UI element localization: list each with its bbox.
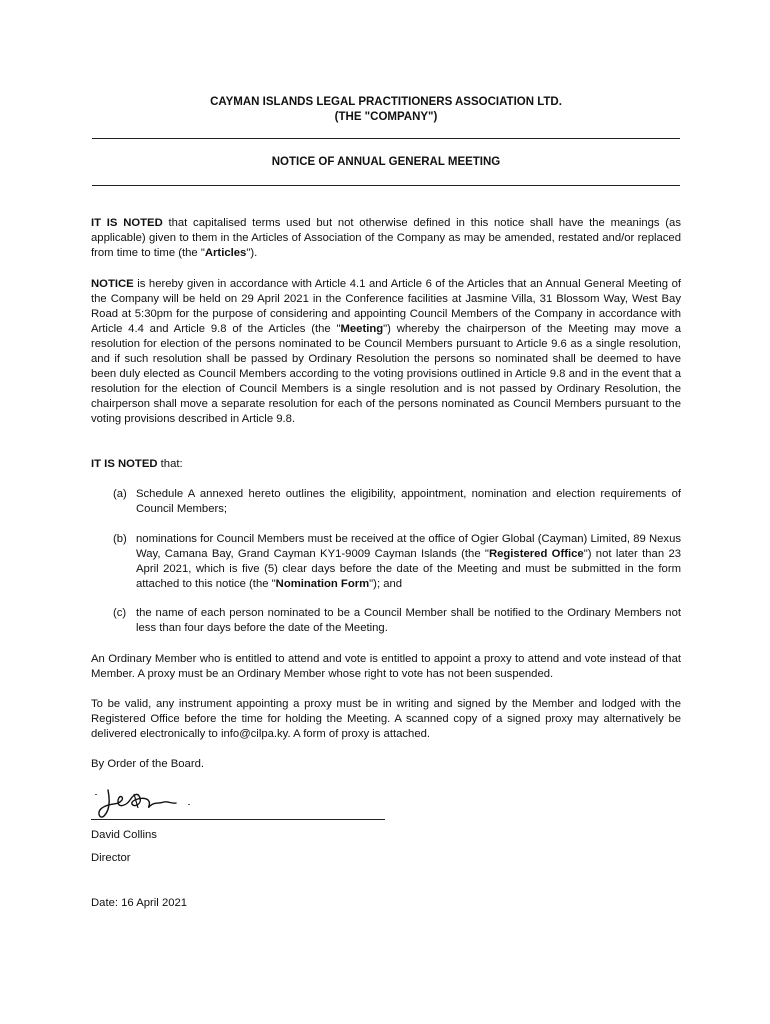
- header-divider-top: [92, 138, 680, 139]
- list-item: (c) the name of each person nominated to be a Council Member shall be notified to the Ordinary Members not less than four days before the date of the Meeting.: [113, 607, 681, 634]
- signatory-name: David Collins: [91, 829, 157, 841]
- paragraph-it-is-noted: IT IS NOTED that:: [91, 458, 183, 470]
- paragraph-notice: NOTICE is hereby given in accordance with Article 4.1 and Article 6 of the Articles that an Annual General Meeting of the Company will be held on 29 April 2021 in the Conference facilities at Jasmine Villa, 31 Blossom Way, West Bay Road at 5:30pm for the purpose of considering and appointing Council Members of the Company in accordance with Article 4.4 and Article 9.8 of the Articles (the "Meeting") whereby the chairperson of the Meeting may move a resolution for election of the persons nominated to be Council Members pursuant to Article 9.6 as a single resolution, and if such resolution shall be passed by Ordinary Resolution the persons so nominated shall be deemed to have been duly elected as Council Members according to the voting provisions outlined in Article 9.8 and in the event that a resolution for the election of Council Members is a single resolution and is not passed by Ordinary Resolution, the chairperson shall move a separate resolution for each of the persons nominated as Council Members pursuant to the voting provisions described in Article 9.8.: [91, 278, 681, 425]
- paragraph-proxy-entitlement: An Ordinary Member who is entitled to attend and vote is entitled to appoint a proxy to attend and vote instead of that Member. A proxy must be an Ordinary Member whose right to vote has not been suspended.: [91, 653, 681, 680]
- signature-line: [91, 819, 385, 820]
- paragraph-definitions: IT IS NOTED that capitalised terms used but not otherwise defined in this notice shall have the meanings (as applicable) given to them in the Articles of Association of the Company as may be amended, restated and/or replaced from time to time (the "Articles").: [91, 217, 681, 259]
- closing-line: By Order of the Board.: [91, 758, 205, 770]
- company-name: CAYMAN ISLANDS LEGAL PRACTITIONERS ASSOCIATION LTD.: [210, 96, 562, 108]
- company-alias: (THE "COMPANY"): [334, 111, 438, 123]
- header-divider-bottom: [92, 185, 680, 186]
- paragraph-proxy-validity: To be valid, any instrument appointing a proxy must be in writing and signed by the Member and lodged with the Registered Office before the time for holding the Meeting. A scanned copy of a signed proxy may alternatively be delivered electronically to info@cilpa.ky. A form of proxy is attached.: [91, 698, 681, 740]
- signature-image: [88, 782, 208, 822]
- list-item: (a) Schedule A annexed hereto outlines the eligibility, appointment, nomination and election requirements of Council Members;: [113, 488, 681, 515]
- signatory-title: Director: [91, 852, 131, 864]
- list-item: (b) nominations for Council Members must be received at the office of Ogier Global (Cayman) Limited, 89 Nexus Way, Camana Bay, Grand Cayman KY1-9009 Cayman Islands (the "Registered Office") not later than 23 April 2021, which is five (5) clear days before the date of the Meeting and must be submitted in the form attached to this notice (the "Nomination Form"); and: [113, 533, 682, 590]
- notice-date: Date: 16 April 2021: [91, 897, 188, 909]
- notice-title: NOTICE OF ANNUAL GENERAL MEETING: [271, 156, 501, 168]
